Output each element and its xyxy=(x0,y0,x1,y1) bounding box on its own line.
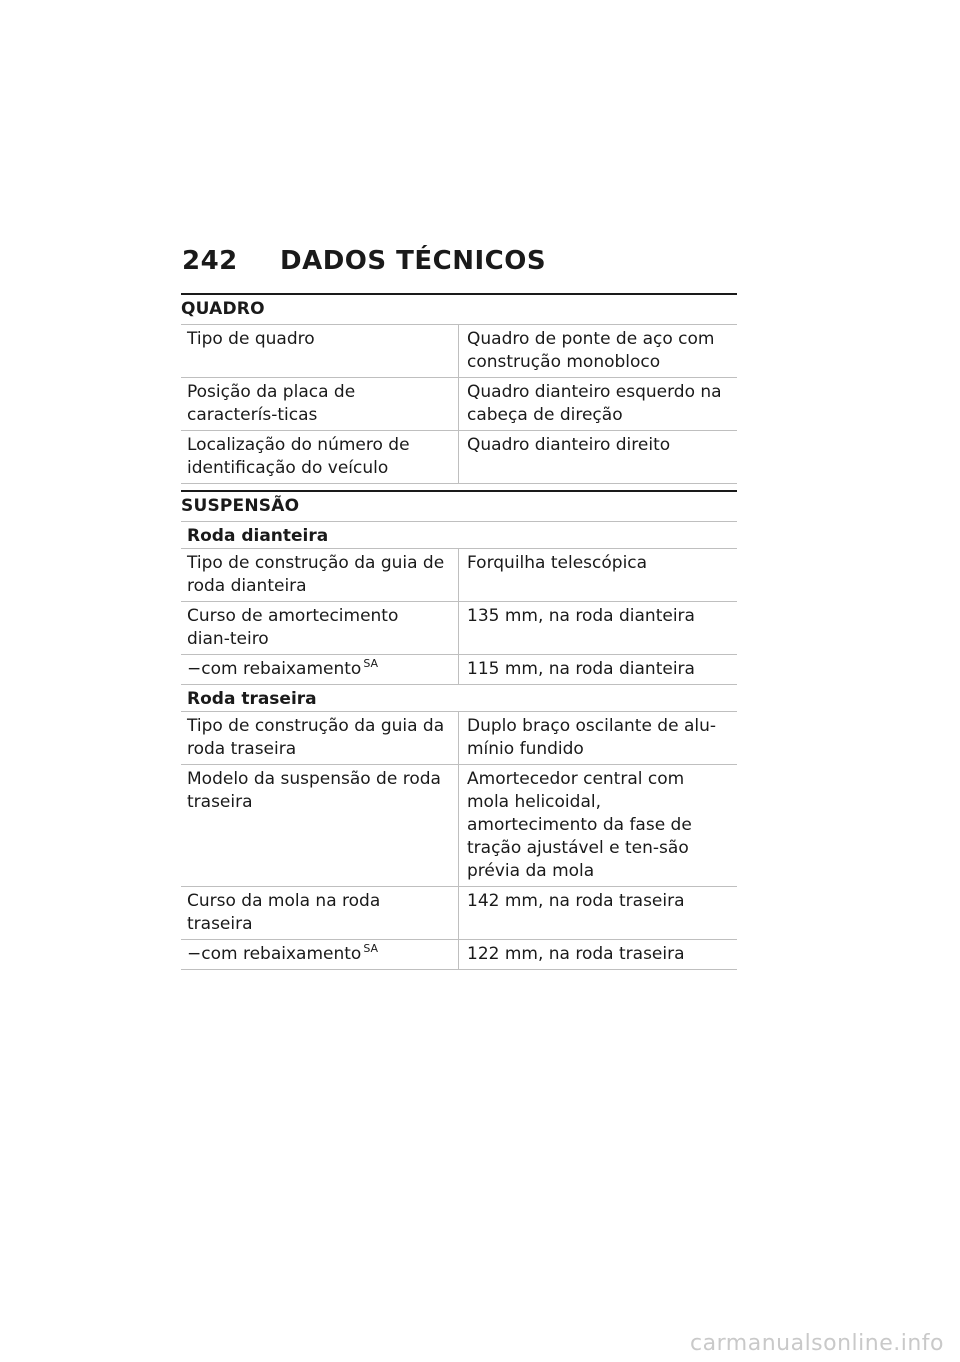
spec-row xyxy=(181,655,737,685)
spec-label: Curso da mola na roda traseira xyxy=(181,887,459,939)
page-number: 242 xyxy=(182,246,238,276)
spec-label: Curso de amortecimento dian-teiro xyxy=(181,602,459,654)
spec-label: Tipo de construção da guia de roda dianteira xyxy=(181,549,459,601)
spec-value: Quadro dianteiro esquerdo na cabeça de direção xyxy=(467,382,722,425)
spec-value: 135 mm, na roda dianteira xyxy=(467,606,695,626)
spec-value: 115 mm, na roda dianteira xyxy=(467,659,695,679)
spec-label: Posição da placa de caracterís-ticas xyxy=(181,378,459,430)
spec-label xyxy=(181,940,459,969)
spec-value: Quadro dianteiro direito xyxy=(467,435,671,455)
spec-row xyxy=(181,325,737,378)
section-title-quadro: QUADRO xyxy=(181,295,737,325)
spec-row xyxy=(181,940,737,970)
spec-label: Modelo da suspensão de roda traseira xyxy=(181,765,459,886)
spec-label-text: −com rebaixamento xyxy=(187,659,362,679)
spec-row xyxy=(181,765,737,887)
spec-label: Localização do número de identificação do veículo xyxy=(181,431,459,483)
chapter-title: DADOS TÉCNICOS xyxy=(280,246,547,276)
spec-row xyxy=(181,549,737,602)
spec-value: Duplo braço oscilante de alu-mínio fundido xyxy=(467,716,717,759)
spec-value: 142 mm, na roda traseira xyxy=(467,891,685,911)
spec-value: Amortecedor central com mola helicoidal, amortecimento da fase de tração ajustável e ten-são prévia da mola xyxy=(467,769,692,881)
spec-row xyxy=(181,887,737,940)
section-quadro xyxy=(181,293,737,484)
group-heading-rear-wheel: Roda traseira xyxy=(181,685,737,712)
spec-row xyxy=(181,602,737,655)
spec-label: Tipo de quadro xyxy=(181,325,459,377)
spec-label xyxy=(181,655,459,684)
spec-label: Tipo de construção da guia da roda traseira xyxy=(181,712,459,764)
optional-equipment-mark: SA xyxy=(363,657,379,670)
spec-value: Quadro de ponte de aço com construção monobloco xyxy=(467,329,715,372)
page-header xyxy=(182,246,546,280)
spec-label-text: −com rebaixamento xyxy=(187,944,362,964)
section-suspensao xyxy=(181,490,737,970)
section-title-suspensao: SUSPENSÃO xyxy=(181,492,737,522)
optional-equipment-mark: SA xyxy=(363,942,379,955)
spec-row xyxy=(181,712,737,765)
group-heading-front-wheel: Roda dianteira xyxy=(181,522,737,549)
spec-row xyxy=(181,378,737,431)
spec-value: 122 mm, na roda traseira xyxy=(467,944,685,964)
watermark-text: carmanualsonline.info xyxy=(690,1331,944,1356)
spec-row xyxy=(181,431,737,484)
spec-value: Forquilha telescópica xyxy=(467,553,648,573)
